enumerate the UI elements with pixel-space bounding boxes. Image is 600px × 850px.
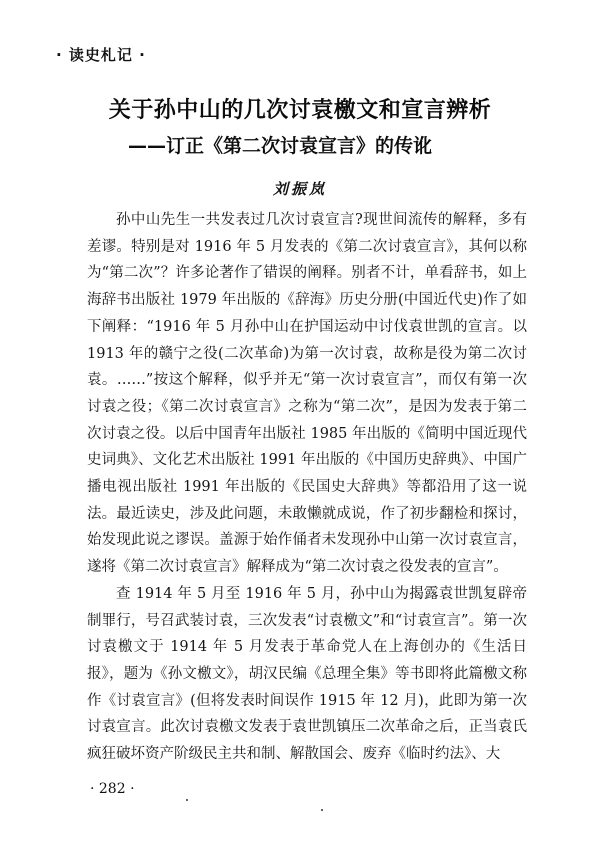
article-title: 关于孙中山的几次讨袁檄文和宣言辨析 — [108, 98, 492, 123]
article-subtitle: ——订正《第二次讨袁宣言》的传讹 — [128, 135, 433, 157]
column-label: · 读史札记 · — [56, 46, 146, 64]
article-body — [87, 207, 527, 768]
page-number: · 282 · — [90, 781, 135, 797]
paragraph-2: 查 1914 年 5 月至 1916 年 5 月，孙中山为揭露袁世凯复辟帝制罪行，号召武装讨袁，三次发表“讨袁檄文”和“讨袁宣言”。第一次讨袁檄文于 1914 年 5 月发表于革命党人在上海创办的《生活日报》，题为《孙文檄文》，胡汉民编《总理全集》等书即将此篇檄文称作《讨袁宣言》(但将发表时间误作 1915 年 12 月)，此即为第一次讨袁宣言。此次讨袁檄文发表于袁世凯镇压二次革命之后，正当袁氏疯狂破坏资产阶级民主共和制、解散国会、废弃《临时约法》、大 — [87, 585, 527, 763]
scan-speck — [321, 809, 323, 811]
author-name: 刘振岚 — [272, 180, 327, 198]
paragraph-1: 孙中山先生一共发表过几次讨袁宣言?现世间流传的解释，多有差谬。特别是对 1916 年 5 月发表的《第二次讨袁宣言》，其何以称为“第二次”？许多论著作了错误的阐释。别者不计，单看辞书，如上海辞书出版社 1979 年出版的《辞海》历史分册(中国近代史)作了如下阐释：“1916 年 5 月孙中山在护国运动中讨伐袁世凯的宣言。以 1913 年的赣宁之役(二次革命)为第一次讨袁，故称是役为第二次讨袁。……”按这个解释，似乎并无“第一次讨袁宣言”，而仅有第一次讨袁之役；《第二次讨袁宣言》之称为“第二次”，是因为发表于第二次讨袁之役。以后中国青年出版社 1985 年出版的《简明中国近现代史词典》、文化艺术出版社 1991 年出版的《中国历史辞典》、中国广播电视出版社 1991 年出版的《民国史大辞典》等都沿用了这一说法。最近读史，涉及此问题，未敢懒就成说，作了初步翻检和探讨，始发现此说之谬误。盖源于始作俑者未发现孙中山第一次讨袁宣言，遂将《第二次讨袁宣言》解释成为“第二次讨袁之役发表的宣言”。 — [87, 212, 527, 576]
scan-speck — [186, 799, 188, 801]
